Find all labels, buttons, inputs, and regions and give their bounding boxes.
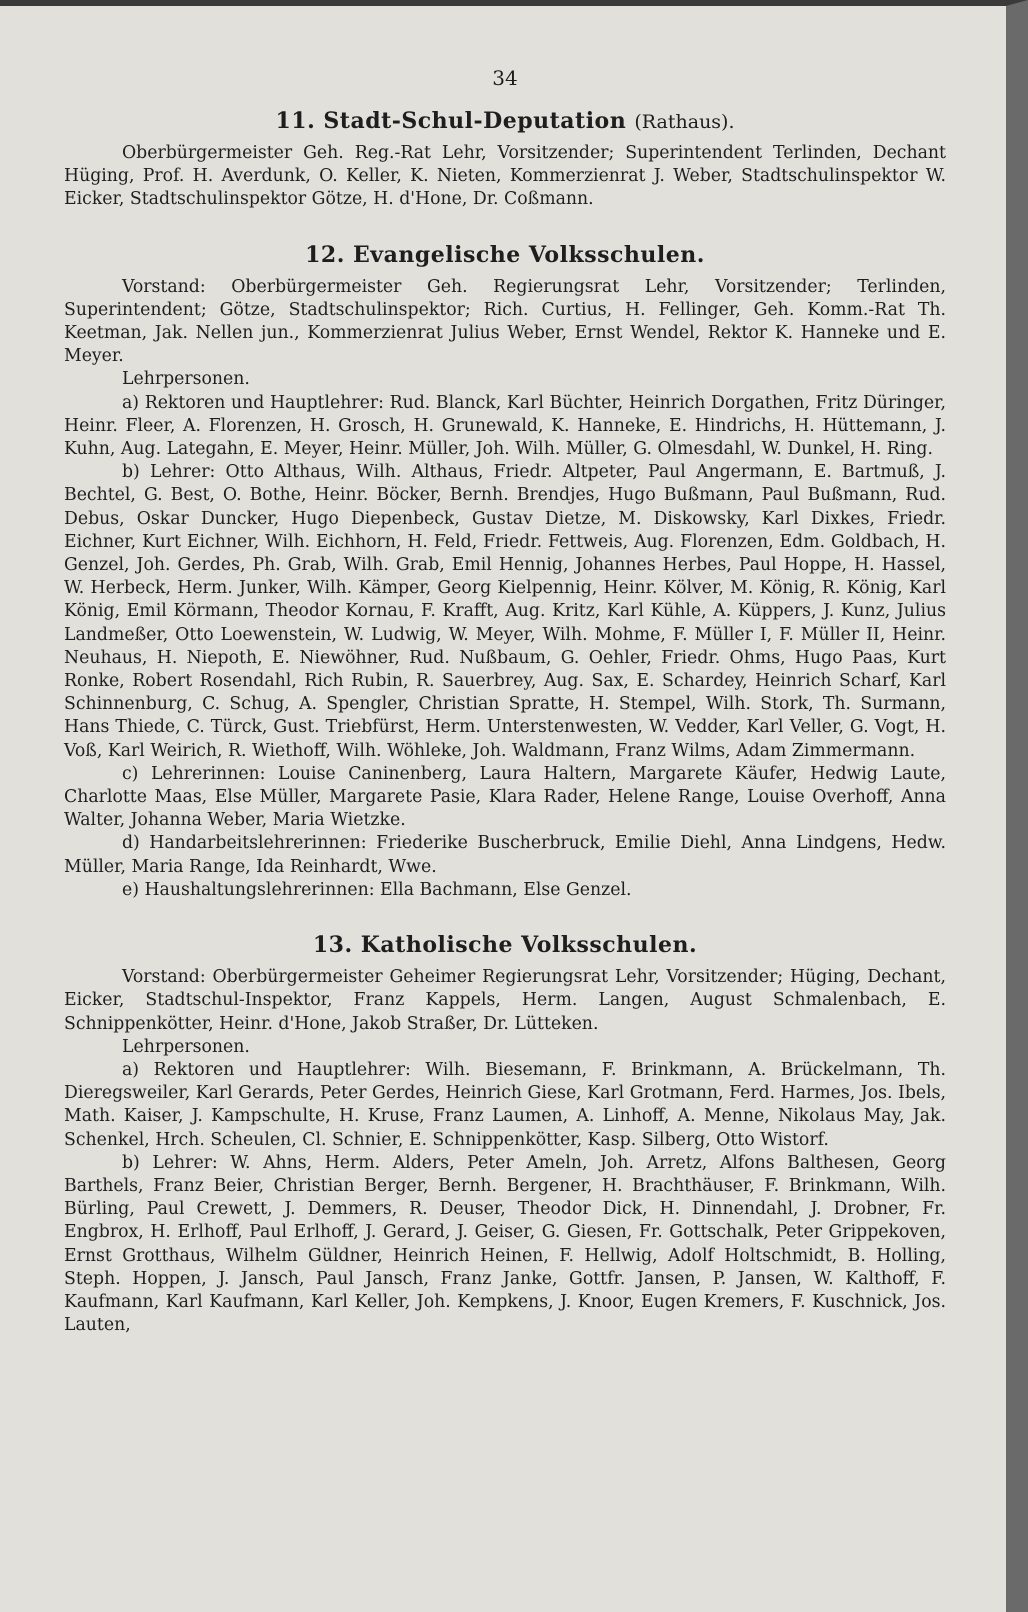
section-13-lehrer: b) Lehrer: W. Ahns, Herm. Alders, Peter Ameln, Joh. Arretz, Alfons Balthesen, Georg Barthels, Franz Beier, Christian Berger, Bernh. Bergener, H. Brachthäuser, F. Brinkmann, Wilh. Bürling, Paul Crewett, J. Demmers, R. Deuser, Theodor Dick, H. Dinnendahl, J. Drobner, Fr. Engbrox, H. Erlhoff, Paul Erlhoff, J. Gerard, J. Geiser, G. Giesen, Fr. Gottschalk, Peter Grippekoven, Ernst Grotthaus, Wilhelm Güldner, Heinrich Heinen, F. Hellwig, Adolf Holtschmidt, B. Holling, Steph. Hoppen, J. Jansch, Paul Jansch, Franz Janke, Gottfr. Jansen, P. Jansen, W. Kalthoff, F. Kaufmann, Karl Kaufmann, Karl Keller, Joh. Kempkens, J. Knoor, Eugen Kremers, F. Kuschnick, Jos. Lauten, [64,1152,946,1336]
section-12-lehrpersonen: Lehrpersonen. [122,369,250,390]
section-11-title: 11. Stadt-Schul-Deputation [275,108,627,134]
section-13-lehrpersonen: Lehrpersonen. [122,1036,250,1057]
section-12-lehrerinnen: c) Lehrerinnen: Louise Caninenberg, Laura Haltern, Margarete Käufer, Hedwig Laute, Charlotte Maas, Else Müller, Margarete Pasie, Klara Rader, Helene Range, Louise Overhoff, Anna Walter, Johanna Weber, Maria Wietzke. [64,763,946,831]
section-11-body: Oberbürgermeister Geh. Reg.-Rat Lehr, Vorsitzender; Superintendent Terlinden, Dechant Hüging, Prof. H. Averdunk, O. Keller, K. Nieten, Kommerzienrat J. Weber, Stadtschulinspektor W. Eicker, Stadtschulinspektor Götze, H. d'Hone, Dr. Coßmann. [64,143,946,210]
section-12-handarbeit: d) Handarbeitslehrerinnen: Friederike Buscherbruck, Emilie Diehl, Anna Lindgens, Hedw. Müller, Maria Range, Ida Reinhardt, Wwe. [64,833,946,877]
section-12-rektoren: a) Rektoren und Hauptlehrer: Rud. Blanck, Karl Büchter, Heinrich Dorgathen, Fritz Düringer, Heinr. Fleer, A. Florenzen, H. Grosch, H. Grunewald, K. Hanneke, E. Hindrichs, H. Hüttemann, J. Kuhn, Aug. Lategahn, E. Meyer, Heinr. Müller, Joh. Wilh. Müller, G. Olmesdahl, W. Dunkel, H. Ring. [64,392,946,460]
section-11 [64,108,946,212]
section-11-location: (Rathaus). [634,111,735,133]
section-12 [64,242,946,902]
section-13-vorstand: Vorstand: Oberbürgermeister Geheimer Regierungsrat Lehr, Vorsitzender; Hüging, Dechant, Eicker, Stadtschul-Inspektor, Franz Kappels, Herm. Langen, August Schmalenbach, E. Schnippenkötter, Heinr. d'Hone, Jakob Straßer, Dr. Lütteken. [64,967,946,1034]
section-13-rektoren: a) Rektoren und Hauptlehrer: Wilh. Biesemann, F. Brinkmann, A. Brückelmann, Th. Dieregsweiler, Karl Gerards, Peter Gerdes, Heinrich Giese, Karl Grotmann, Ferd. Harmes, Jos. Ibels, Math. Kaiser, J. Kampschulte, H. Kruse, Franz Laumen, A. Linhoff, A. Menne, Nikolaus May, Jak. Schenkel, Hrch. Scheulen, Cl. Schnier, E. Schnippenkötter, Kasp. Silberg, Otto Wistorf. [64,1059,946,1150]
section-12-haushaltung: e) Haushaltungslehrerinnen: Ella Bachmann, Else Genzel. [122,879,632,900]
page-number: 34 [492,66,518,90]
section-13 [64,932,946,1337]
section-11-heading [64,108,946,134]
section-12-heading: 12. Evangelische Volksschulen. [305,241,705,268]
section-12-vorstand: Vorstand: Oberbürgermeister Geh. Regierungsrat Lehr, Vorsitzender; Terlinden, Superintendent; Götze, Stadtschulinspektor; Rich. Curtius, H. Fellinger, Geh. Komm.-Rat Th. Keetman, Jak. Nellen jun., Kommerzienrat Julius Weber, Ernst Wendel, Rektor K. Hanneke und E. Meyer. [64,276,946,367]
section-12-lehrer: b) Lehrer: Otto Althaus, Wilh. Althaus, Friedr. Altpeter, Paul Angermann, E. Bartmuß, J. Bechtel, G. Best, O. Bothe, Heinr. Böcker, Bernh. Brendjes, Hugo Bußmann, Paul Bußmann, Rud. Debus, Oskar Duncker, Hugo Diepenbeck, Gustav Dietze, M. Diskowsky, Karl Dixkes, Friedr. Eichner, Kurt Eichner, Wilh. Eichhorn, H. Feld, Friedr. Fettweis, Aug. Florenzen, Edm. Goldbach, H. Genzel, Joh. Gerdes, Ph. Grab, Wilh. Grab, Emil Hennig, Johannes Herbes, Paul Hoppe, H. Hassel, W. Herbeck, Herm. Junker, Wilh. Kämper, Georg Kielpennig, Heinr. Kölver, M. König, R. König, Karl König, Emil Körmann, Theodor Kornau, F. Krafft, Aug. Kritz, Karl Kühle, A. Küppers, J. Kunz, Julius Landmeßer, Otto Loewenstein, W. Ludwig, W. Meyer, Wilh. Mohme, F. Müller I, F. Müller II, Heinr. Neuhaus, H. Niepoth, E. Niewöhner, Rud. Nußbaum, G. Oehler, Friedr. Ohms, Hugo Paas, Kurt Ronke, Robert Rosendahl, Rich Rubin, R. Sauerbrey, Aug. Sax, E. Schardey, Heinrich Scharf, Karl Schinnenburg, C. Schug, A. Spengler, Christian Spratte, H. Stempel, Wilh. Stork, Th. Surmann, Hans Thiede, C. Türck, Gust. Triebfürst, Herm. Unterstenwesten, W. Vedder, Karl Veller, G. Vogt, H. Voß, Karl Weirich, R. Wiethoff, Wilh. Wöhleke, Joh. Waldmann, Franz Wilms, Adam Zimmermann. [64,462,946,761]
section-13-heading: 13. Katholische Volksschulen. [312,932,698,959]
